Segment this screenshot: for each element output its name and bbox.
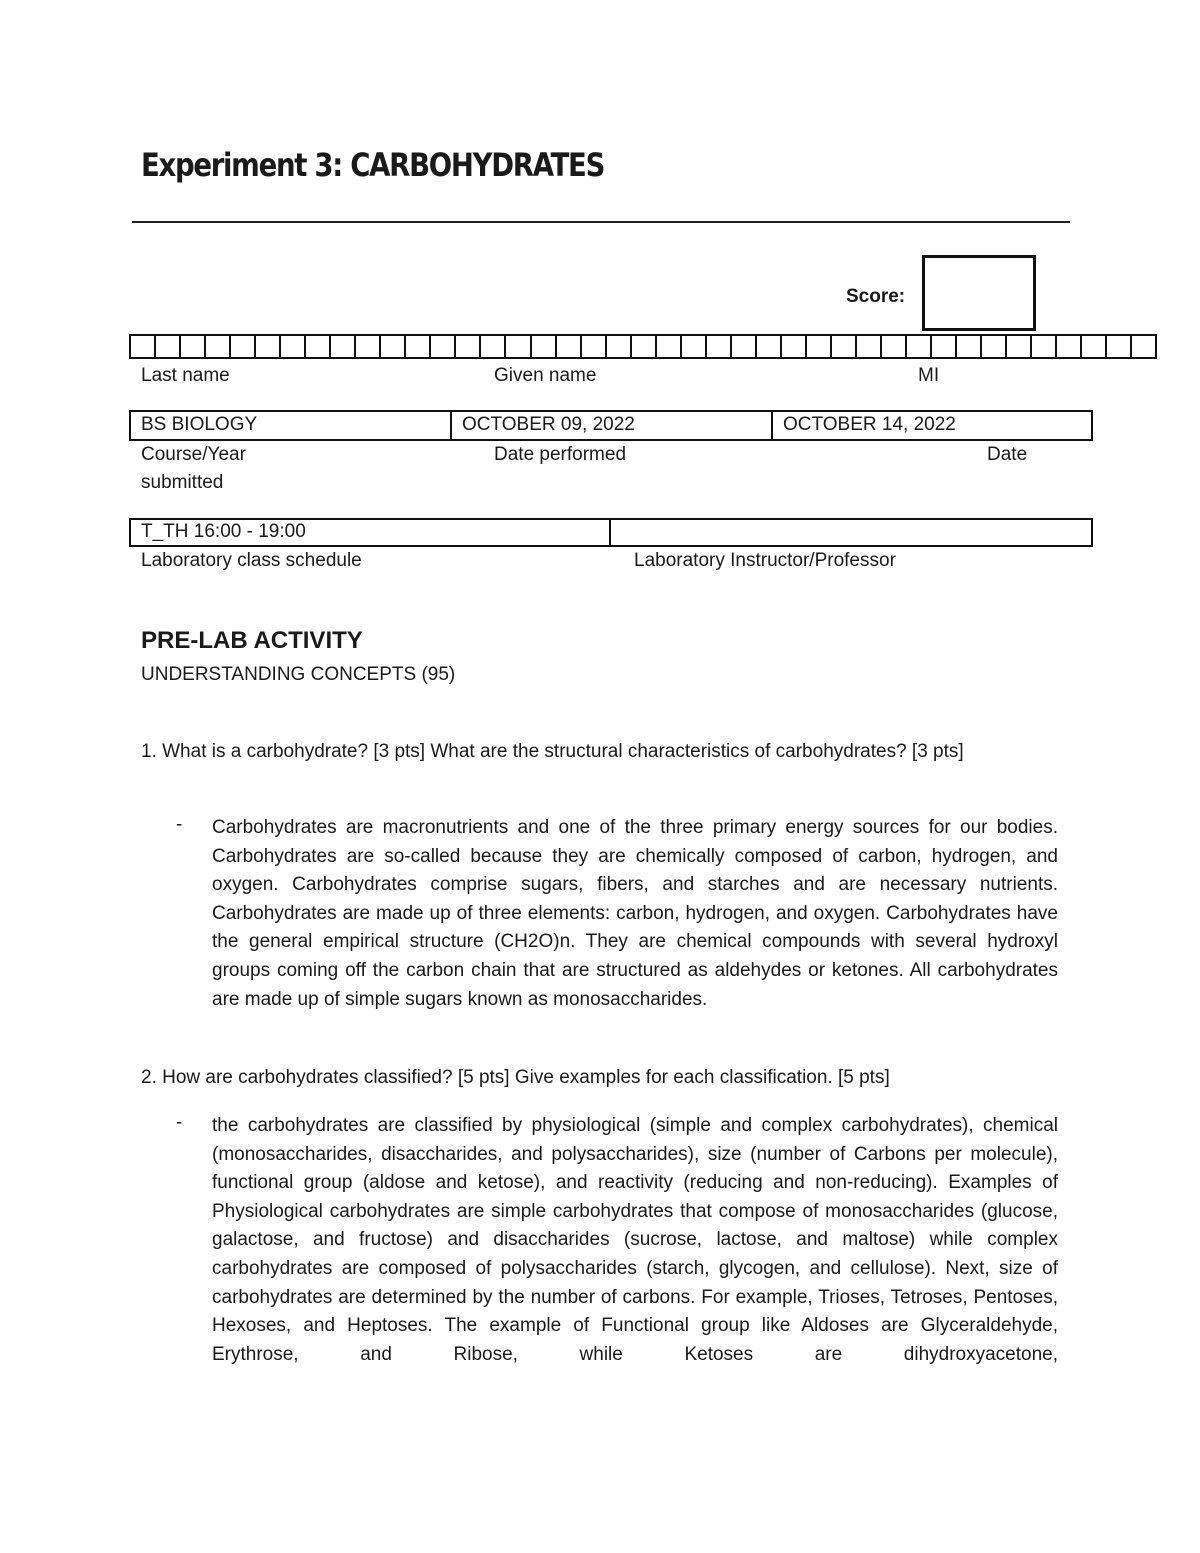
name-letter-cell[interactable] — [632, 336, 657, 357]
name-letter-cell[interactable] — [481, 336, 506, 357]
mi-label: MI — [918, 365, 940, 386]
date-submitted-label-cont: submitted — [141, 472, 224, 493]
name-letter-cell[interactable] — [1107, 336, 1132, 357]
name-letter-cell[interactable] — [607, 336, 632, 357]
schedule-label: Laboratory class schedule — [141, 550, 362, 571]
name-letter-grid[interactable] — [129, 334, 1157, 359]
name-letter-cell[interactable] — [456, 336, 481, 357]
name-letter-cell[interactable] — [657, 336, 682, 357]
date-submitted-field[interactable]: OCTOBER 14, 2022 — [783, 414, 956, 435]
name-letter-cell[interactable] — [1057, 336, 1082, 357]
name-letter-cell[interactable] — [557, 336, 582, 357]
name-letter-cell[interactable] — [156, 336, 181, 357]
name-letter-cell[interactable] — [206, 336, 231, 357]
name-letter-cell[interactable] — [757, 336, 782, 357]
name-letter-cell[interactable] — [832, 336, 857, 357]
name-letter-cell[interactable] — [882, 336, 907, 357]
name-letter-cell[interactable] — [582, 336, 607, 357]
name-letter-cell[interactable] — [506, 336, 531, 357]
name-letter-cell[interactable] — [356, 336, 381, 357]
name-letter-cell[interactable] — [331, 336, 356, 357]
instructor-label: Laboratory Instructor/Professor — [634, 550, 896, 571]
date-performed-label: Date performed — [494, 444, 627, 465]
schedule-row — [129, 518, 1093, 547]
course-label: Course/Year — [141, 444, 246, 465]
course-date-row — [129, 410, 1093, 441]
course-field[interactable]: BS BIOLOGY — [131, 412, 452, 439]
answer-2: the carbohydrates are classified by physiological (simple and complex carbohydrates), chemical (monosaccharides, disaccharides, and polysaccharides), size (number of Carbons per molecule), functional group (aldose and ketose), and reactivity (reducing and non-reducing). Examples of Physiological carbohydrates are simple carbohydrates that compose of monosaccharides (glucose, galactose, and fructose) and disaccharides (sucrose, lactose, and maltose) while complex carbohydrates are composed of polysaccharides (starch, glycogen, and cellulose). Next, size of carbohydrates are determined by the number of carbons. For example, Trioses, Tetroses, Pentoses, Hexoses, and Heptoses. The example of Functional group like Aldoses are Glyceraldehyde, Erythrose, and Ribose, while Ketoses are dihydroxyacetone, — [212, 1115, 1058, 1365]
name-letter-cell[interactable] — [381, 336, 406, 357]
name-letter-cell[interactable] — [231, 336, 256, 357]
name-letter-cell[interactable] — [1082, 336, 1107, 357]
schedule-field[interactable]: T_TH 16:00 - 19:00 — [131, 520, 611, 545]
given-name-label: Given name — [494, 365, 597, 386]
name-letter-cell[interactable] — [782, 336, 807, 357]
name-letter-cell[interactable] — [306, 336, 331, 357]
last-name-label: Last name — [141, 365, 230, 386]
name-letter-cell[interactable] — [982, 336, 1007, 357]
question-1: 1. What is a carbohydrate? [3 pts] What are the structural characteristics of carbohydrates? [3 pts] — [141, 741, 964, 762]
bullet-dash-2: - — [176, 1112, 183, 1133]
document-title: Experiment 3: CARBOHYDRATES — [141, 146, 605, 184]
name-letter-cell[interactable] — [181, 336, 206, 357]
name-letter-cell[interactable] — [957, 336, 982, 357]
name-letter-cell[interactable] — [682, 336, 707, 357]
name-letter-cell[interactable] — [907, 336, 932, 357]
name-letter-cell[interactable] — [281, 336, 306, 357]
score-label: Score: — [846, 286, 906, 307]
question-2: 2. How are carbohydrates classified? [5 pts] Give examples for each classification. [5 pts] — [141, 1067, 890, 1088]
bullet-dash-1: - — [176, 814, 183, 835]
name-letter-cell[interactable] — [1032, 336, 1057, 357]
name-letter-cell[interactable] — [707, 336, 732, 357]
concepts-subheading: UNDERSTANDING CONCEPTS (95) — [141, 664, 456, 685]
name-letter-cell[interactable] — [857, 336, 882, 357]
name-letter-cell[interactable] — [406, 336, 431, 357]
name-letter-cell[interactable] — [431, 336, 456, 357]
date-performed-field[interactable]: OCTOBER 09, 2022 — [452, 412, 773, 439]
name-letter-cell[interactable] — [932, 336, 957, 357]
score-box[interactable] — [922, 255, 1036, 331]
name-letter-cell[interactable] — [732, 336, 757, 357]
name-letter-cell[interactable] — [131, 336, 156, 357]
date-submitted-label: Date — [987, 444, 1028, 465]
instructor-field[interactable] — [611, 520, 1091, 545]
prelab-heading: PRE-LAB ACTIVITY — [141, 627, 363, 654]
name-letter-cell[interactable] — [532, 336, 557, 357]
name-letter-cell[interactable] — [1132, 336, 1155, 357]
name-letter-cell[interactable] — [256, 336, 281, 357]
answer-1: Carbohydrates are macronutrients and one of the three primary energy sources for our bodies. Carbohydrates are so-called because they are chemically composed of carbon, hydrogen, and oxygen. Carbohydrates comprise sugars, fibers, and starches and are necessary nutrients. Carbohydrates are made up of three elements: carbon, hydrogen, and oxygen. Carbohydrates have the general empirical structure (CH2O)n. They are chemical compounds with several hydroxyl groups coming off the carbon chain that are structured as aldehydes or ketones. All carbohydrates are made up of simple sugars known as monosaccharides. — [212, 817, 1058, 1010]
name-letter-cell[interactable] — [807, 336, 832, 357]
name-letter-cell[interactable] — [1007, 336, 1032, 357]
title-divider — [132, 221, 1070, 223]
